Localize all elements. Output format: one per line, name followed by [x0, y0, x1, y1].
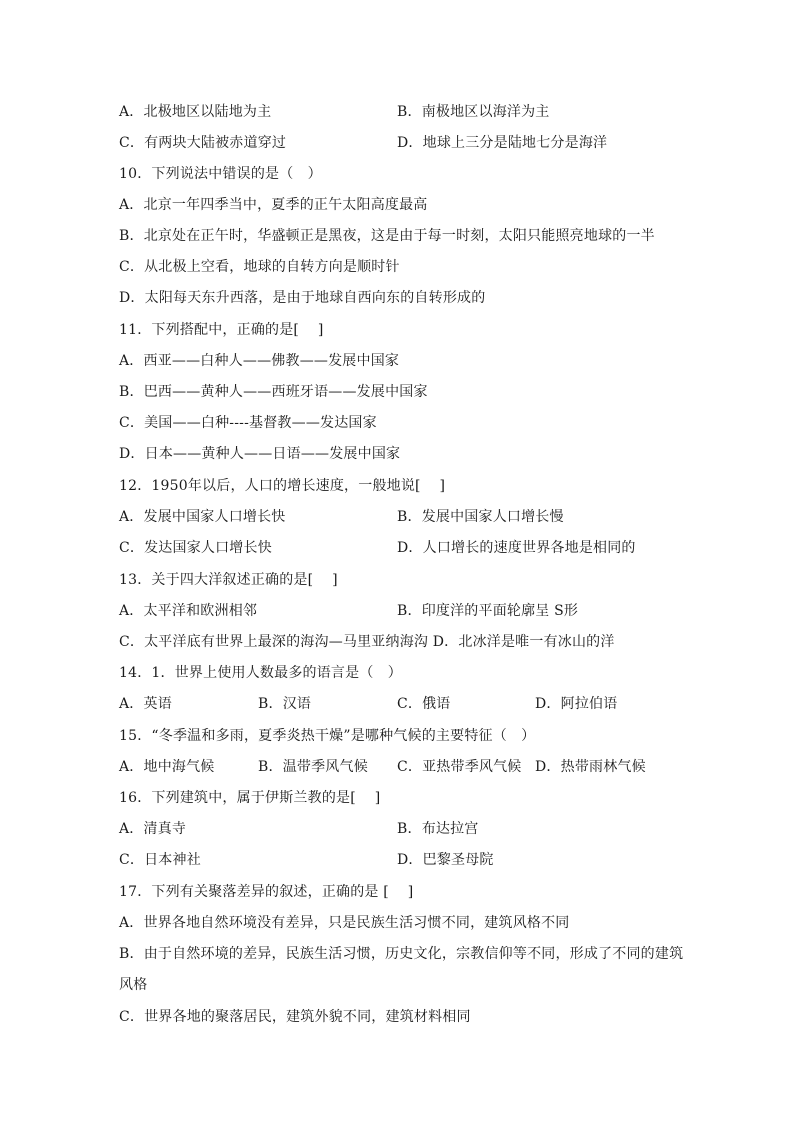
q13-stem: 13．关于四大洋叙述正确的是[ ] [119, 572, 338, 588]
q9-option-row-1 [119, 103, 679, 121]
q16-option-c: C．日本神社 [119, 852, 201, 868]
q9-option-a: A．北极地区以陆地为主 [119, 104, 272, 120]
q11-option-a: A．西亚——白种人——佛教——发展中国家 [119, 353, 400, 369]
q13-option-row-1 [119, 602, 679, 620]
q11-option-d: D．日本——黄种人——日语——发展中国家 [119, 446, 401, 462]
q13-option-b: B．印度洋的平面轮廓呈 S形 [397, 603, 579, 619]
q12-option-row-1 [119, 508, 679, 526]
q14-option-a: A．英语 [119, 696, 172, 712]
q14-option-c: C．俄语 [397, 696, 451, 712]
q9-option-c: C．有两块大陆被赤道穿过 [119, 135, 287, 151]
q15-option-c: C．亚热带季风气候 [397, 759, 522, 775]
q14-option-row [119, 695, 679, 713]
q9-option-b: B．南极地区以海洋为主 [397, 104, 550, 120]
q10-option-b: B．北京处在正午时，华盛顿正是黑夜，这是由于每一时刻，太阳只能照亮地球的一半 [119, 228, 655, 244]
q12-option-d: D．人口增长的速度世界各地是相同的 [397, 540, 636, 556]
q17-option-b: B．由于自然环境的差异，民族生活习惯，历史文化，宗教信仰等不同，形成了不同的建筑 [119, 946, 684, 962]
q16-option-row-2 [119, 851, 679, 869]
q10-option-c: C．从北极上空看，地球的自转方向是顺时针 [119, 259, 400, 275]
q16-option-b: B．布达拉宫 [397, 821, 479, 837]
q12-option-a: A．发展中国家人口增长快 [119, 509, 286, 525]
q14-option-b: B．汉语 [258, 696, 312, 712]
q16-option-a: A．清真寺 [119, 821, 187, 837]
q13-option-a: A．太平洋和欧洲相邻 [119, 603, 258, 619]
q16-option-d: D．巴黎圣母院 [397, 852, 494, 868]
q12-stem: 12．1950年以后，人口的增长速度，一般地说[ ] [119, 478, 446, 494]
q11-option-b: B．巴西——黄种人——西班牙语——发展中国家 [119, 384, 428, 400]
q9-option-row-2 [119, 134, 679, 152]
q16-option-row-1 [119, 820, 679, 838]
q15-option-a: A．地中海气候 [119, 759, 215, 775]
q10-option-a: A．北京一年四季当中，夏季的正午太阳高度最高 [119, 197, 428, 213]
q17-option-c: C．世界各地的聚落居民，建筑外貌不同，建筑材料相同 [119, 1009, 471, 1025]
q11-option-c: C．美国——白种----基督教——发达国家 [119, 415, 377, 431]
q15-option-d: D．热带雨林气候 [535, 759, 646, 775]
q17-stem: 17．下列有关聚落差异的叙述，正确的是 [ ] [119, 884, 414, 900]
q12-option-row-2 [119, 539, 679, 557]
q15-option-row [119, 758, 679, 776]
q12-option-b: B．发展中国家人口增长慢 [397, 509, 564, 525]
q10-stem: 10．下列说法中错误的是（ ） [119, 166, 322, 182]
q16-stem: 16．下列建筑中，属于伊斯兰教的是[ ] [119, 790, 381, 806]
q15-stem: 15．“冬季温和多雨，夏季炎热干燥”是哪种气候的主要特征（ ） [119, 728, 536, 744]
q12-option-c: C．发达国家人口增长快 [119, 540, 272, 556]
q11-stem: 11．下列搭配中，正确的是[ ] [119, 322, 324, 338]
q15-option-b: B．温带季风气候 [258, 759, 368, 775]
q17-option-a: A．世界各地自然环境没有差异，只是民族生活习惯不同，建筑风格不同 [119, 915, 570, 931]
q14-option-d: D．阿拉伯语 [535, 696, 618, 712]
q14-stem: 14．1．世界上使用人数最多的语言是（ ） [119, 665, 402, 681]
q9-option-d: D．地球上三分是陆地七分是海洋 [397, 135, 608, 151]
q17-option-b-continued: 风格 [119, 977, 148, 993]
q10-option-d: D．太阳每天东升西落，是由于地球自西向东的自转形成的 [119, 290, 486, 306]
q13-option-row-2: C．太平洋底有世界上最深的海沟—马里亚纳海沟 D．北冰洋是唯一有冰山的洋 [119, 634, 615, 650]
